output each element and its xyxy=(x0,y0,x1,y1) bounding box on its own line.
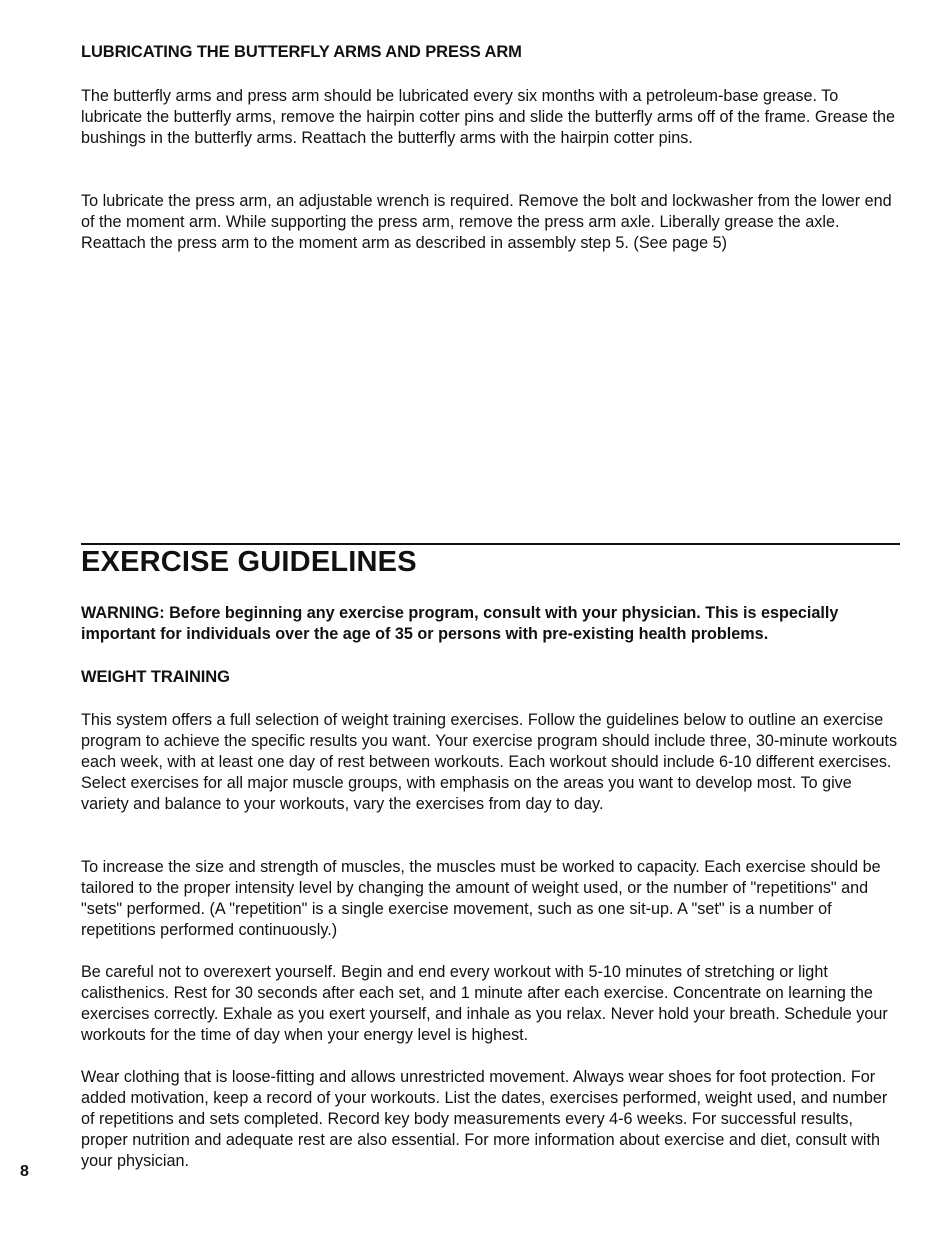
guidelines-paragraph-2 xyxy=(81,857,903,941)
lubrication-paragraph-2 xyxy=(81,191,903,254)
warning-text: WARNING: Before beginning any exercise program, consult with your physician. This is especially important for individuals over the age of 35 or persons with pre-existing health problems. xyxy=(81,604,839,643)
lubrication-paragraph-text: The butterfly arms and press arm should be lubricated every six months with a petroleum-base grease. To lubricate the butterfly arms, remove the hairpin cotter pins and slide the butterfly arms off of the frame. Grease the bushings in the butterfly arms. Reattach the butterfly arms with the hairpin cotter pins. xyxy=(81,87,895,147)
lubrication-paragraph-1 xyxy=(81,86,903,149)
warning-block xyxy=(81,603,903,645)
guidelines-paragraph-text: This system offers a full selection of weight training exercises. Follow the guidelines below to outline an exercise program to achieve the specific results you want. Your exercise program should include three, 30-minute workouts each week, with at least one day of rest between workouts. Each workout should include 6-10 different exercises. Select exercises for all major muscle groups, with emphasis on the areas you want to develop most. To give variety and balance to your workouts, vary the exercises from day to day. xyxy=(81,711,898,813)
guidelines-paragraph-1 xyxy=(81,710,903,815)
lubrication-section xyxy=(81,42,903,63)
page-number: 8 xyxy=(20,1163,29,1180)
guidelines-paragraph-4 xyxy=(81,1067,903,1172)
lubrication-heading: LUBRICATING THE BUTTERFLY ARMS AND PRESS ARM xyxy=(81,43,522,61)
lubrication-paragraph-text: To lubricate the press arm, an adjustable wrench is required. Remove the bolt and lockwasher from the lower end of the moment arm. While supporting the press arm, remove the press arm axle. Liberally grease the axle. Reattach the press arm to the moment arm as described in assembly step 5. (See page 5) xyxy=(81,192,892,252)
guidelines-title: EXERCISE GUIDELINES xyxy=(81,546,417,578)
guidelines-title-block xyxy=(81,545,903,579)
guidelines-paragraph-text: Be careful not to overexert yourself. Begin and end every workout with 5-10 minutes of stretching or light calisthenics. Rest for 30 seconds after each set, and 1 minute after each exercise. Concentrate on learning the exercises correctly. Exhale as you exert yourself, and inhale as you relax. Never hold your breath. Schedule your workouts for the time of day when your energy level is highest. xyxy=(81,963,888,1044)
guidelines-paragraph-3 xyxy=(81,962,903,1046)
guidelines-paragraph-text: Wear clothing that is loose-fitting and allows unrestricted movement. Always wear shoes for foot protection. For added motivation, keep a record of your workouts. List the dates, exercises performed, weight used, and number of repetitions and sets completed. Record key body measurements every 4-6 weeks. For successful results, proper nutrition and adequate rest are also essential. For more information about exercise and diet, consult with your physician. xyxy=(81,1068,888,1170)
guidelines-paragraph-text: To increase the size and strength of muscles, the muscles must be worked to capacity. Each exercise should be tailored to the proper intensity level by changing the amount of weight used, or the number of "repetitions" and "sets" performed. (A "repetition" is a single exercise movement, such as one sit-up. A "set" is a number of repetitions performed continuously.) xyxy=(81,858,881,939)
weight-training-heading: WEIGHT TRAINING xyxy=(81,668,230,686)
weight-training-heading-block xyxy=(81,667,903,688)
